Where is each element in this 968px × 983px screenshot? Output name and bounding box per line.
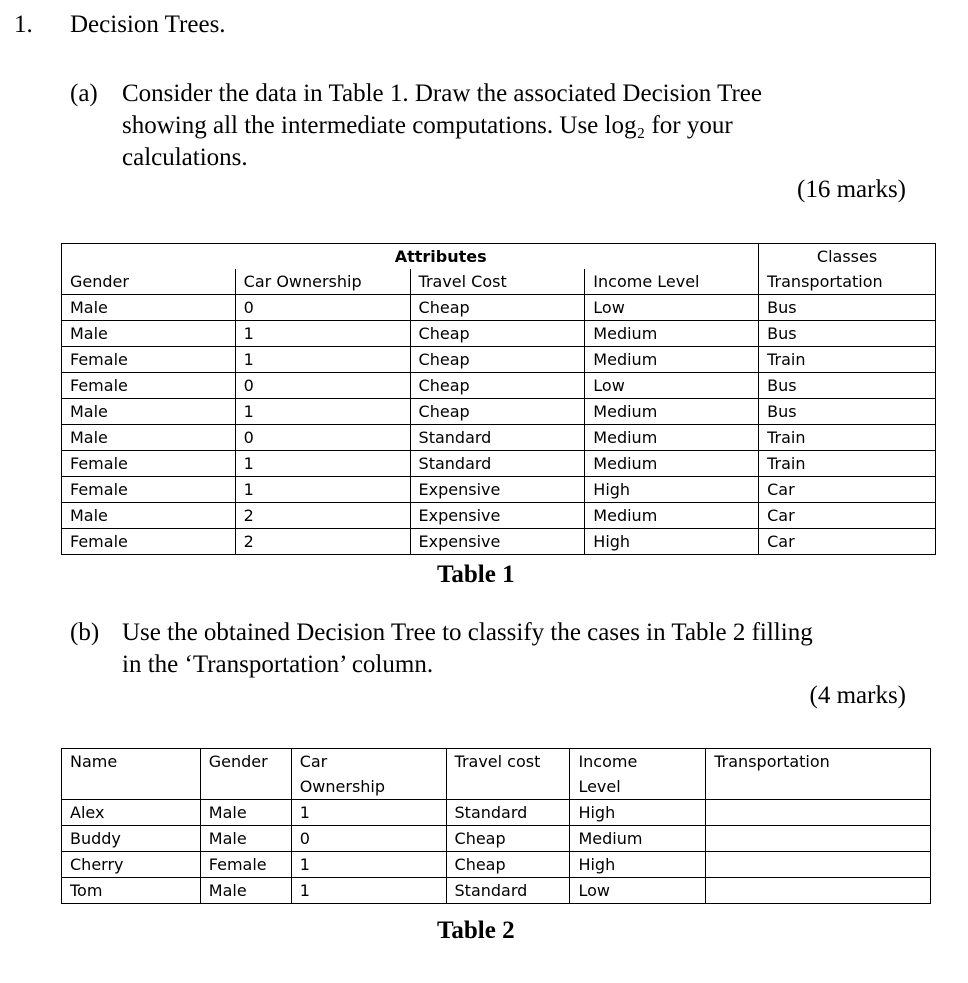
table-2-header: Car [291, 749, 446, 775]
table-cell: Tom [62, 878, 201, 904]
table-1-header: Travel Cost [410, 269, 585, 295]
transportation-cell[interactable] [706, 878, 931, 904]
table-row [62, 852, 931, 878]
table-2-header: Name [62, 749, 201, 775]
table-cell: 0 [291, 826, 446, 852]
table-row [62, 321, 936, 347]
table-cell: Male [62, 399, 236, 425]
part-b-label: (b) [70, 619, 100, 646]
transportation-cell[interactable] [706, 800, 931, 826]
table-cell: Female [62, 477, 236, 503]
part-a-line3: calculations. [122, 144, 248, 171]
table-2-header [200, 774, 291, 800]
table-cell: 1 [235, 399, 410, 425]
table-1-header-row [62, 269, 936, 295]
question-number: 1. [14, 11, 33, 38]
table-cell: 1 [235, 321, 410, 347]
table-1-caption: Table 1 [437, 561, 515, 588]
table-cell: 0 [235, 295, 410, 321]
table-cell: Cheap [410, 347, 585, 373]
table-cell: Expensive [410, 477, 585, 503]
question-title: Decision Trees. [70, 11, 226, 38]
table-cell: Car [759, 503, 936, 529]
table-cell: Expensive [410, 529, 585, 555]
table-2-header [706, 774, 931, 800]
table-cell: Female [62, 451, 236, 477]
table-2-header [446, 774, 570, 800]
table-cell: Buddy [62, 826, 201, 852]
table-cell: Cheap [410, 321, 585, 347]
table-2-header: Income [570, 749, 706, 775]
table-1-header: Car Ownership [235, 269, 410, 295]
table-2 [61, 748, 931, 904]
table-cell: Bus [759, 399, 936, 425]
part-a-text [122, 78, 922, 174]
part-a-line1: Consider the data in Table 1. Draw the associated Decision Tree [122, 80, 762, 107]
table-2-header: Gender [200, 749, 291, 775]
table-cell: Female [62, 529, 236, 555]
table-cell: Medium [585, 399, 759, 425]
table-cell: Expensive [410, 503, 585, 529]
table-cell: Car [759, 477, 936, 503]
table-cell: Male [62, 295, 236, 321]
table-cell: Car [759, 529, 936, 555]
table-row [62, 399, 936, 425]
table-cell: 2 [235, 529, 410, 555]
table-cell: 2 [235, 503, 410, 529]
table-row [62, 503, 936, 529]
table-cell: Cherry [62, 852, 201, 878]
table-cell: Low [585, 373, 759, 399]
table-cell: Medium [585, 451, 759, 477]
table-cell: Medium [585, 503, 759, 529]
table-2-header: Level [570, 774, 706, 800]
table-1-header: Gender [62, 269, 236, 295]
table-cell: High [570, 852, 706, 878]
table-row [62, 451, 936, 477]
table-cell: Train [759, 425, 936, 451]
table-cell: Female [62, 347, 236, 373]
table-cell: High [570, 800, 706, 826]
table-cell: 0 [235, 425, 410, 451]
part-a-line2: showing all the intermediate computations. Use log₂ for your [122, 112, 733, 139]
table-row [62, 878, 931, 904]
table-cell: Alex [62, 800, 201, 826]
table-row [62, 826, 931, 852]
table-row [62, 800, 931, 826]
table-cell: 1 [291, 852, 446, 878]
table-1 [61, 243, 936, 555]
table-cell: Male [62, 425, 236, 451]
table-cell: Standard [410, 425, 585, 451]
table-2-header: Travel cost [446, 749, 570, 775]
table-cell: Cheap [446, 852, 570, 878]
table-cell: Male [200, 800, 291, 826]
table-cell: Train [759, 451, 936, 477]
table-cell: 0 [235, 373, 410, 399]
table-cell: Cheap [410, 373, 585, 399]
table-cell: 1 [235, 347, 410, 373]
table-1-group-row [62, 244, 936, 270]
table-row [62, 529, 936, 555]
table-cell: Bus [759, 373, 936, 399]
table-cell: Medium [585, 425, 759, 451]
table-cell: 1 [235, 477, 410, 503]
table-2-header [62, 774, 201, 800]
table-2-header-row-2 [62, 774, 931, 800]
part-b-line2: in the ‘Transportation’ column. [122, 651, 434, 678]
table-2-header-row-1 [62, 749, 931, 775]
table-cell: Cheap [446, 826, 570, 852]
table-cell: Male [200, 878, 291, 904]
table-cell: Male [200, 826, 291, 852]
table-2-header: Transportation [706, 749, 931, 775]
part-a-label: (a) [70, 80, 98, 107]
part-b-text [122, 617, 922, 681]
table-cell: Female [200, 852, 291, 878]
table-cell: Train [759, 347, 936, 373]
table-row [62, 347, 936, 373]
transportation-cell[interactable] [706, 852, 931, 878]
classes-group-label: Classes [759, 244, 936, 270]
table-cell: Bus [759, 321, 936, 347]
part-b-marks: (4 marks) [809, 682, 906, 709]
table-1-header: Transportation [759, 269, 936, 295]
table-cell: Standard [446, 878, 570, 904]
table-cell: Medium [585, 347, 759, 373]
table-cell: High [585, 477, 759, 503]
table-cell: 1 [291, 878, 446, 904]
table-cell: Male [62, 321, 236, 347]
table-cell: Standard [446, 800, 570, 826]
part-b-line1: Use the obtained Decision Tree to classify the cases in Table 2 filling [122, 619, 813, 646]
table-cell: Medium [585, 321, 759, 347]
table-row [62, 425, 936, 451]
table-cell: Bus [759, 295, 936, 321]
table-row [62, 295, 936, 321]
table-cell: Low [585, 295, 759, 321]
table-cell: Male [62, 503, 236, 529]
table-cell: Medium [570, 826, 706, 852]
table-2-caption: Table 2 [437, 917, 515, 944]
table-cell: 1 [235, 451, 410, 477]
table-cell: Low [570, 878, 706, 904]
table-cell: Female [62, 373, 236, 399]
table-cell: Cheap [410, 295, 585, 321]
transportation-cell[interactable] [706, 826, 931, 852]
table-cell: Cheap [410, 399, 585, 425]
table-cell: High [585, 529, 759, 555]
table-1-header: Income Level [585, 269, 759, 295]
table-2-header: Ownership [291, 774, 446, 800]
table-row [62, 373, 936, 399]
table-cell: Standard [410, 451, 585, 477]
table-row [62, 477, 936, 503]
part-a-marks: (16 marks) [797, 176, 906, 203]
attributes-group-label: Attributes [235, 244, 758, 270]
table-cell: 1 [291, 800, 446, 826]
